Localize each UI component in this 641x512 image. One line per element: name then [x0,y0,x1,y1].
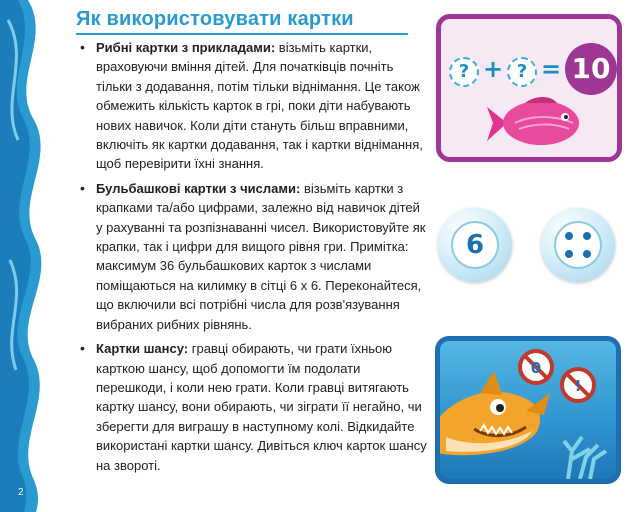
wave-decoration [0,0,60,512]
equals-sign: = [541,55,562,83]
result-number: 10 [565,43,617,95]
item-title: Бульбашкові картки з числами: [96,180,301,196]
question-mark-icon: ? [507,57,537,87]
bullet-icon: • [80,39,85,55]
chance-sign-right-text: ! [574,377,582,395]
question-mark-icon: ? [449,57,479,87]
item-title: Рибні картки з прикладами: [96,40,276,55]
bubble-card-dots [541,208,615,282]
dot [565,232,573,240]
fish-equation-card [436,14,622,162]
title-underline [76,33,408,35]
bullet-icon: • [80,179,85,196]
item-title: Картки шансу: [96,341,189,357]
plus-sign: + [483,55,504,83]
list-item-fish-cards [76,38,428,174]
instructions-list [76,38,428,480]
item-text: гравці обирають, чи грати їхньою карткою шансу, щоб допомогти їм подолати перешкоди, і коли нею грати. Коли гравці витягають картку шансу, вони обирають, чи зіграти її негайно, чи зберегти для виграшу в наступному колі. Відкидайте використані картки шансу. Дивіться ключ карток шансу на звороті. [96,341,427,473]
chance-card [435,336,621,484]
dot [565,250,573,258]
list-item-bubble-cards [76,179,428,334]
dot [583,250,591,258]
bubble-number: 6 [465,230,485,260]
item-text: візьміть картки з крапками та/або цифрами, залежно від навичок дітей у рахуванні та розпізнаванні чисел. Використовуйте як крапки, так і цифри для вищого рівня гри. Примітка: максимум 36 бульбашкових карток з числами поміщаються на килимку в сітці 6 х 6. Переконайтеся, що включили всі потрібні числа для розв'язування вибраних рибних рівнянь. [96,180,426,332]
bubble-inner [554,221,602,269]
item-text: візьміть картки, враховуючи вміння дітей. Для початківців почніть тільки з додавання, потім тільки віднімання. Це також обмежить кількість карток в грі, поки діти набувають нових навичок. Коли діти стануть більш вправними, включіть як картки додавання, так і картки віднімання, щоб перевірити їхні знання. [96,40,423,172]
dot [583,232,591,240]
bubble-inner [451,221,499,269]
page-number: 2 [18,487,24,498]
fish-icon [485,95,585,151]
list-item-chance-cards [76,339,428,475]
bullet-icon: • [80,340,85,357]
section-title: Як використовувати картки [76,8,354,30]
shark-illustration [440,341,616,479]
bubble-card-number [438,208,512,282]
chance-sign-left-text: 0 [530,359,542,377]
